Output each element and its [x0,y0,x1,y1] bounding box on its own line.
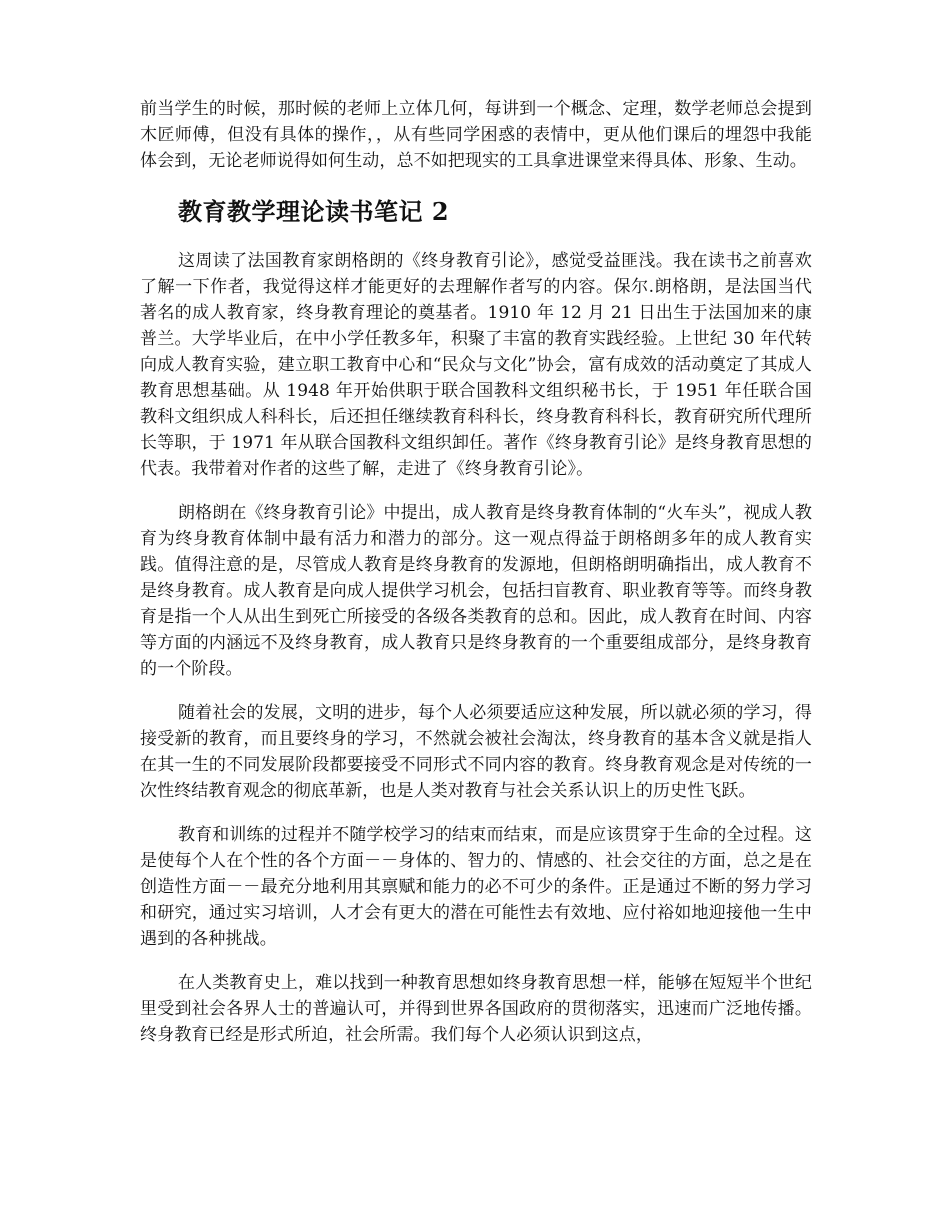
section-heading: 教育教学理论读书笔记 2 [178,197,450,226]
paragraph-4: 教育和训练的过程并不随学校学习的结束而结束，而是应该贯穿于生命的全过程。这是使每个人在个性的各个方面－－身体的、智力的、情感的、社会交往的方面，总之是在创造性方面－－最充分地利用其禀赋和能力的必不可少的条件。正是通过不断的努力学习和研究，通过实习培训，人才会有更大的潜在可能性去有效地、应付裕如地迎接他一生中遇到的各种挑战。 [140,825,812,949]
paragraph-1: 这周读了法国教育家朗格朗的《终身教育引论》，感觉受益匪浅。我在读书之前喜欢了解一下作者，我觉得这样才能更好的去理解作者写的内容。保尔.朗格朗，是法国当代著名的成人教育家，终身教育理论的奠基者。1910 年 12 月 21 日出生于法国加来的康普兰。大学毕业后，在中小学任教多年，积聚了丰富的教育实践经验。上世纪 30 年代转向成人教育实验，建立职工教育中心和“民众与文化”协会，富有成效的活动奠定了其成人教育思想基础。从 1948 年开始供职于联合国教科文组织秘书长，于 1951 年任联合国教科文组织成人科科长，后还担任继续教育科科长，终身教育科科长，教育研究所代理所长等职，于 1971 年从联合国教科文组织卸任。著作《终身教育引论》是终身教育思想的代表。我带着对作者的这些了解，走进了《终身教育引论》。 [140,251,812,479]
paragraph-3: 随着社会的发展，文明的进步，每个人必须要适应这种发展，所以就必须的学习，得接受新的教育，而且要终身的学习，不然就会被社会淘汰，终身教育的基本含义就是指人在其一生的不同发展阶段都要接受不同形式不同内容的教育。终身教育观念是对传统的一次性终结教育观念的彻底革新，也是人类对教育与社会关系认识上的历史性飞跃。 [140,703,812,801]
document-body [140,96,812,1048]
paragraph-2: 朗格朗在《终身教育引论》中提出，成人教育是终身教育体制的“火车头”，视成人教育为终身教育体制中最有活力和潜力的部分。这一观点得益于朗格朗多年的成人教育实践。值得注意的是，尽管成人教育是终身教育的发源地，但朗格朗明确指出，成人教育不是终身教育。成人教育是向成人提供学习机会，包括扫盲教育、职业教育等等。而终身教育是指一个人从出生到死亡所接受的各级各类教育的总和。因此，成人教育在时间、内容等方面的内涵远不及终身教育，成人教育只是终身教育的一个重要组成部分，是终身教育的一个阶段。 [140,503,812,679]
intro-paragraph: 前当学生的时候，那时候的老师上立体几何，每讲到一个概念、定理，数学老师总会提到木匠师傅，但没有具体的操作，，从有些同学困惑的表情中，更从他们课后的埋怨中我能体会到，无论老师说得如何生动，总不如把现实的工具拿进课堂来得具体、形象、生动。 [140,99,812,171]
paragraph-5: 在人类教育史上，难以找到一种教育思想如终身教育思想一样，能够在短短半个世纪里受到社会各界人士的普遍认可，并得到世界各国政府的贯彻落实，迅速而广泛地传播。终身教育已经是形式所迫，社会所需。我们每个人必须认识到这点， [140,973,812,1045]
